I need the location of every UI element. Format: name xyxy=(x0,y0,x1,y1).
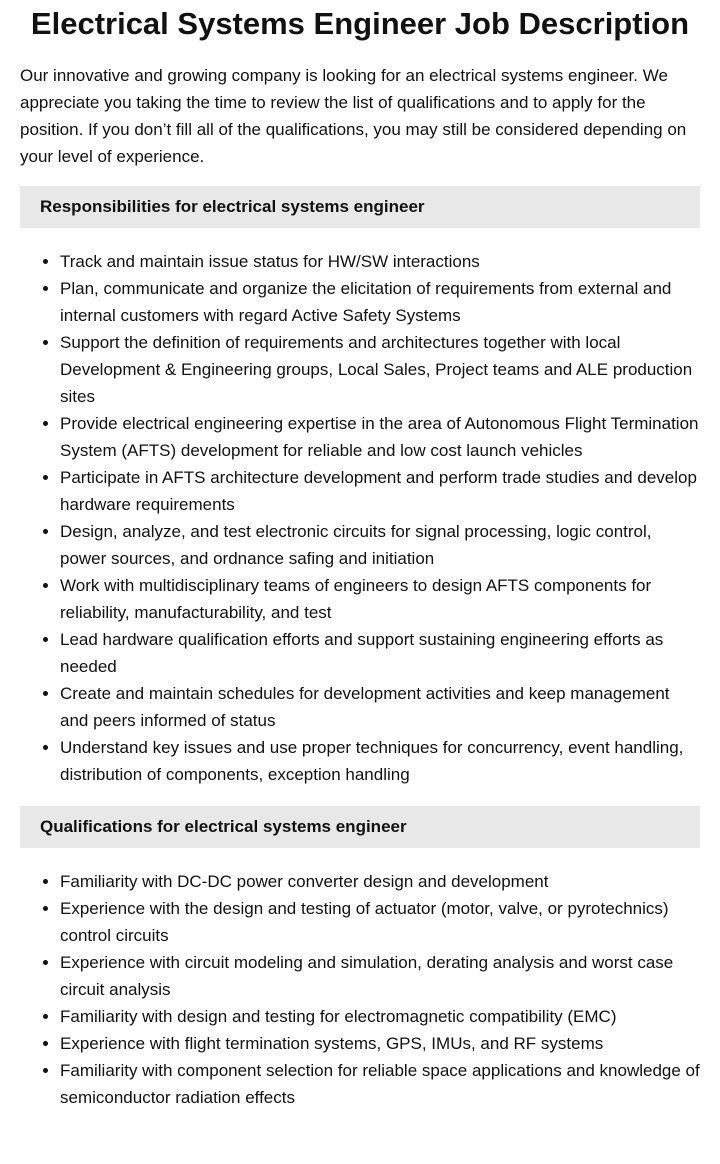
responsibilities-list xyxy=(20,248,700,788)
list-item: • Lead hardware qualification efforts and support sustaining engineering efforts as needed xyxy=(60,626,700,680)
intro-paragraph: Our innovative and growing company is looking for an electrical systems engineer. We appreciate you taking the time to review the list of qualifications and to apply for the position. If you don’t fill all of the qualifications, you may still be considered depending on your level of experience. xyxy=(20,66,687,166)
list-item: • Familiarity with design and testing for electromagnetic compatibility (EMC) xyxy=(60,1003,700,1030)
page-title: Electrical Systems Engineer Job Description xyxy=(30,6,690,41)
list-item: • Plan, communicate and organize the elicitation of requirements from external and internal customers with regard Active Safety Systems xyxy=(60,275,700,329)
list-item: • Understand key issues and use proper techniques for concurrency, event handling, distribution of components, exception handling xyxy=(60,734,700,788)
list-item: • Create and maintain schedules for development activities and keep management and peers informed of status xyxy=(60,680,700,734)
list-item: • Design, analyze, and test electronic circuits for signal processing, logic control, power sources, and ordnance safing and initiation xyxy=(60,518,700,572)
qualifications-heading: Qualifications for electrical systems engineer xyxy=(20,806,700,848)
list-item: • Participate in AFTS architecture development and perform trade studies and develop hardware requirements xyxy=(60,464,700,518)
list-item: • Experience with flight termination systems, GPS, IMUs, and RF systems xyxy=(60,1030,700,1057)
list-item: • Track and maintain issue status for HW/SW interactions xyxy=(60,248,700,275)
qualifications-list xyxy=(20,868,700,1111)
list-item: • Familiarity with component selection for reliable space applications and knowledge of semiconductor radiation effects xyxy=(60,1057,700,1111)
list-item: • Familiarity with DC-DC power converter design and development xyxy=(60,868,700,895)
list-item: • Experience with circuit modeling and simulation, derating analysis and worst case circuit analysis xyxy=(60,949,700,1003)
responsibilities-heading: Responsibilities for electrical systems engineer xyxy=(20,186,700,228)
list-item: • Support the definition of requirements and architectures together with local Development & Engineering groups, Local Sales, Project teams and ALE production sites xyxy=(60,329,700,410)
list-item: • Provide electrical engineering expertise in the area of Autonomous Flight Termination System (AFTS) development for reliable and low cost launch vehicles xyxy=(60,410,700,464)
list-item: • Work with multidisciplinary teams of engineers to design AFTS components for reliability, manufacturability, and test xyxy=(60,572,700,626)
list-item: • Experience with the design and testing of actuator (motor, valve, or pyrotechnics) control circuits xyxy=(60,895,700,949)
